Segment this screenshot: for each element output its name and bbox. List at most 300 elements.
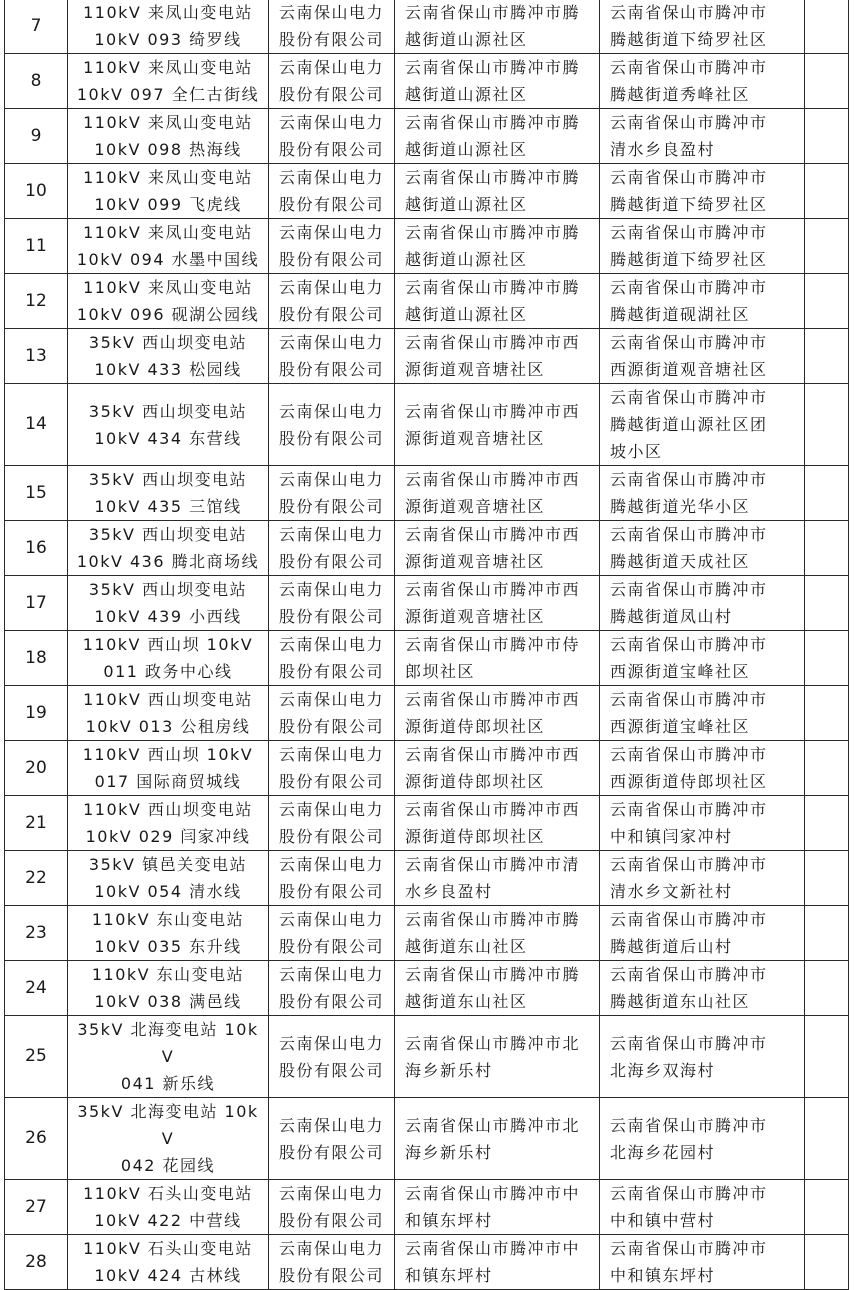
cell-text-line: 云南保山电力 xyxy=(279,910,385,929)
table-body xyxy=(5,0,849,1290)
company-cell xyxy=(269,219,395,274)
cell-text-line: 腾越街道下绮罗社区 xyxy=(610,195,768,214)
cell-text-line: 云南省保山市腾冲市西 xyxy=(405,470,581,489)
table-row xyxy=(5,521,849,576)
cell-text-line: 110kV 西山坝 10kV xyxy=(82,635,254,654)
line-name-cell xyxy=(68,851,269,906)
cell-text-line: 10kV 096 砚湖公园线 xyxy=(76,305,260,324)
cell-text-line: 35kV 镇邑关变电站 xyxy=(88,855,248,874)
row-number-cell: 26 xyxy=(5,1098,68,1180)
cell-text-line: 10kV 093 绮罗线 xyxy=(94,30,242,49)
cell-text-line: 017 国际商贸城线 xyxy=(94,772,242,791)
remarks-cell xyxy=(805,164,849,219)
cell-text-line: 云南保山电力 xyxy=(279,690,385,709)
table-row xyxy=(5,164,849,219)
remarks-cell xyxy=(805,1235,849,1290)
cell-text-line: 股份有限公司 xyxy=(279,992,385,1011)
cell-text-line: 云南省保山市腾冲市 xyxy=(610,910,768,929)
cell-text-line: 35kV 西山坝变电站 xyxy=(88,333,248,352)
cell-text-line: 股份有限公司 xyxy=(279,717,385,736)
row-number-cell: 17 xyxy=(5,576,68,631)
cell-text-line: 云南保山电力 xyxy=(279,635,385,654)
location-cell xyxy=(395,1098,600,1180)
cell-text-line: 云南省保山市腾冲市中 xyxy=(405,1184,581,1203)
cell-text-line: 35kV 西山坝变电站 xyxy=(88,401,248,421)
cell-text-line: 云南省保山市腾冲市 xyxy=(610,3,768,22)
table-row xyxy=(5,219,849,274)
line-name-cell xyxy=(68,466,269,521)
company-cell xyxy=(269,466,395,521)
row-number-cell: 16 xyxy=(5,521,68,576)
location-cell xyxy=(395,631,600,686)
row-number-cell: 7 xyxy=(5,0,68,54)
table-row xyxy=(5,109,849,164)
company-cell xyxy=(269,329,395,384)
cell-text-line: 云南省保山市腾冲市腾 xyxy=(405,168,581,187)
cell-text-line: 110kV 来凤山变电站 xyxy=(83,168,253,187)
cell-text-line: 云南保山电力 xyxy=(279,580,385,599)
company-cell xyxy=(269,164,395,219)
cell-text-line: 云南省保山市腾冲市 xyxy=(610,1033,768,1053)
cell-text-line: 042 花园线 xyxy=(120,1156,216,1175)
location-cell xyxy=(395,54,600,109)
cell-text-line: 云南省保山市腾冲市 xyxy=(610,113,768,132)
cell-text-line: 股份有限公司 xyxy=(279,1142,385,1162)
cell-text-line: 10kV 013 公租房线 xyxy=(85,717,251,736)
cell-text-line: 云南省保山市腾冲市腾 xyxy=(405,965,581,984)
cell-text-line: 35kV 西山坝变电站 xyxy=(88,580,248,599)
cell-text-line: 10kV 029 闫家冲线 xyxy=(85,827,251,846)
company-cell xyxy=(269,906,395,961)
power-line-table xyxy=(4,0,849,1290)
table-row xyxy=(5,576,849,631)
cell-text-line: 云南省保山市腾冲市 xyxy=(610,855,768,874)
location-cell xyxy=(395,1180,600,1235)
row-number-cell: 21 xyxy=(5,796,68,851)
row-number-cell: 24 xyxy=(5,961,68,1016)
cell-text-line: 110kV 东山变电站 xyxy=(91,910,245,929)
cell-text-line: 西源街道观音塘社区 xyxy=(610,360,768,379)
cell-text-line: 110kV 来凤山变电站 xyxy=(83,113,253,132)
cell-text-line: 10kV 099 飞虎线 xyxy=(94,195,242,214)
location-cell xyxy=(395,1016,600,1098)
table-row xyxy=(5,1180,849,1235)
cell-text-line: 041 新乐线 xyxy=(120,1074,216,1093)
cell-text-line: 股份有限公司 xyxy=(279,937,385,956)
cell-text-line: 股份有限公司 xyxy=(279,1266,385,1285)
cell-text-line: 10kV 054 清水线 xyxy=(94,882,242,901)
service-area-cell xyxy=(600,274,805,329)
table-row xyxy=(5,1235,849,1290)
remarks-cell xyxy=(805,0,849,54)
location-cell xyxy=(395,906,600,961)
remarks-cell xyxy=(805,466,849,521)
cell-text-line: 云南省保山市腾冲市 xyxy=(610,1239,768,1258)
line-name-cell xyxy=(68,631,269,686)
cell-text-line: 云南省保山市腾冲市 xyxy=(610,525,768,544)
cell-text-line: 云南保山电力 xyxy=(279,965,385,984)
table-row xyxy=(5,631,849,686)
company-cell xyxy=(269,274,395,329)
cell-text-line: 35kV 北海变电站 10kV xyxy=(77,1020,259,1066)
row-number-cell: 18 xyxy=(5,631,68,686)
cell-text-line: 郎坝社区 xyxy=(405,662,476,681)
cell-text-line: 云南省保山市腾冲市西 xyxy=(405,800,581,819)
cell-text-line: 110kV 来凤山变电站 xyxy=(83,223,253,242)
cell-text-line: 腾越街道下绮罗社区 xyxy=(610,30,768,49)
service-area-cell xyxy=(600,1016,805,1098)
company-cell xyxy=(269,576,395,631)
cell-text-line: 云南省保山市腾冲市腾 xyxy=(405,223,581,242)
cell-text-line: 10kV 098 热海线 xyxy=(94,140,242,159)
cell-text-line: 110kV 东山变电站 xyxy=(91,965,245,984)
cell-text-line: 110kV 西山坝变电站 xyxy=(83,800,253,819)
company-cell xyxy=(269,741,395,796)
cell-text-line: 和镇东坪村 xyxy=(405,1266,493,1285)
cell-text-line: 中和镇东坪村 xyxy=(610,1266,716,1285)
line-name-cell xyxy=(68,1016,269,1098)
cell-text-line: 腾越街道东山社区 xyxy=(610,992,751,1011)
cell-text-line: 股份有限公司 xyxy=(279,195,385,214)
service-area-cell xyxy=(600,851,805,906)
cell-text-line: 腾越街道山源社区团 xyxy=(610,415,768,434)
cell-text-line: 云南省保山市腾冲市西 xyxy=(405,333,581,352)
cell-text-line: 云南省保山市腾冲市 xyxy=(610,470,768,489)
service-area-cell xyxy=(600,576,805,631)
cell-text-line: 越街道山源社区 xyxy=(405,195,528,214)
location-cell xyxy=(395,219,600,274)
cell-text-line: 云南省保山市腾冲市 xyxy=(610,1184,768,1203)
cell-text-line: 云南保山电力 xyxy=(279,745,385,764)
service-area-cell xyxy=(600,686,805,741)
line-name-cell xyxy=(68,961,269,1016)
cell-text-line: 源街道观音塘社区 xyxy=(405,607,546,626)
cell-text-line: 越街道山源社区 xyxy=(405,85,528,104)
cell-text-line: 云南省保山市腾冲市腾 xyxy=(405,58,581,77)
cell-text-line: 股份有限公司 xyxy=(279,607,385,626)
cell-text-line: 西源街道侍郎坝社区 xyxy=(610,772,768,791)
location-cell xyxy=(395,164,600,219)
cell-text-line: 腾越街道后山村 xyxy=(610,937,733,956)
service-area-cell xyxy=(600,164,805,219)
cell-text-line: 海乡新乐村 xyxy=(405,1060,493,1080)
cell-text-line: 股份有限公司 xyxy=(279,85,385,104)
cell-text-line: 股份有限公司 xyxy=(279,497,385,516)
location-cell xyxy=(395,576,600,631)
row-number-cell: 12 xyxy=(5,274,68,329)
remarks-cell xyxy=(805,1098,849,1180)
cell-text-line: 清水乡良盈村 xyxy=(610,140,716,159)
cell-text-line: 越街道山源社区 xyxy=(405,305,528,324)
cell-text-line: 云南省保山市腾冲市 xyxy=(610,333,768,352)
cell-text-line: 云南省保山市腾冲市腾 xyxy=(405,910,581,929)
location-cell xyxy=(395,0,600,54)
cell-text-line: 云南省保山市腾冲市腾 xyxy=(405,3,581,22)
cell-text-line: 股份有限公司 xyxy=(279,882,385,901)
cell-text-line: 股份有限公司 xyxy=(279,772,385,791)
cell-text-line: 云南省保山市腾冲市清 xyxy=(405,855,581,874)
location-cell xyxy=(395,961,600,1016)
cell-text-line: 110kV 石头山变电站 xyxy=(83,1239,253,1258)
line-name-cell xyxy=(68,741,269,796)
company-cell xyxy=(269,54,395,109)
line-name-cell xyxy=(68,686,269,741)
cell-text-line: 10kV 038 满邑线 xyxy=(94,992,242,1011)
table-row xyxy=(5,384,849,466)
cell-text-line: 水乡良盈村 xyxy=(405,882,493,901)
cell-text-line: 股份有限公司 xyxy=(279,827,385,846)
cell-text-line: 云南省保山市腾冲市 xyxy=(610,580,768,599)
service-area-cell xyxy=(600,384,805,466)
cell-text-line: 云南省保山市腾冲市西 xyxy=(405,580,581,599)
service-area-cell xyxy=(600,0,805,54)
cell-text-line: 10kV 097 全仁古街线 xyxy=(76,85,260,104)
cell-text-line: 云南省保山市腾冲市北 xyxy=(405,1033,581,1053)
cell-text-line: 股份有限公司 xyxy=(279,1211,385,1230)
line-name-cell xyxy=(68,521,269,576)
location-cell xyxy=(395,384,600,466)
cell-text-line: 10kV 433 松园线 xyxy=(94,360,242,379)
cell-text-line: 西源街道宝峰社区 xyxy=(610,662,751,681)
company-cell xyxy=(269,796,395,851)
line-name-cell xyxy=(68,274,269,329)
cell-text-line: 腾越街道砚湖社区 xyxy=(610,305,751,324)
remarks-cell xyxy=(805,109,849,164)
row-number-cell: 25 xyxy=(5,1016,68,1098)
service-area-cell xyxy=(600,329,805,384)
cell-text-line: 腾越街道下绮罗社区 xyxy=(610,250,768,269)
cell-text-line: 源街道观音塘社区 xyxy=(405,497,546,516)
cell-text-line: 股份有限公司 xyxy=(279,360,385,379)
cell-text-line: 110kV 西山坝变电站 xyxy=(83,690,253,709)
cell-text-line: 股份有限公司 xyxy=(279,305,385,324)
table-row xyxy=(5,686,849,741)
cell-text-line: 10kV 422 中营线 xyxy=(94,1211,242,1230)
cell-text-line: 股份有限公司 xyxy=(279,552,385,571)
company-cell xyxy=(269,1180,395,1235)
remarks-cell xyxy=(805,54,849,109)
cell-text-line: 011 政务中心线 xyxy=(103,662,233,681)
location-cell xyxy=(395,466,600,521)
cell-text-line: 35kV 北海变电站 10kV xyxy=(77,1102,259,1148)
row-number-cell: 8 xyxy=(5,54,68,109)
table-row xyxy=(5,54,849,109)
cell-text-line: 云南保山电力 xyxy=(279,1239,385,1258)
cell-text-line: 清水乡文新社村 xyxy=(610,882,733,901)
line-name-cell xyxy=(68,796,269,851)
line-name-cell xyxy=(68,384,269,466)
cell-text-line: 云南保山电力 xyxy=(279,1184,385,1203)
cell-text-line: 10kV 434 东营线 xyxy=(94,428,242,448)
table-row xyxy=(5,329,849,384)
cell-text-line: 腾越街道凤山村 xyxy=(610,607,733,626)
row-number-cell: 13 xyxy=(5,329,68,384)
line-name-cell xyxy=(68,1180,269,1235)
line-name-cell xyxy=(68,576,269,631)
cell-text-line: 西源街道宝峰社区 xyxy=(610,717,751,736)
line-name-cell xyxy=(68,109,269,164)
service-area-cell xyxy=(600,1235,805,1290)
cell-text-line: 35kV 西山坝变电站 xyxy=(88,470,248,489)
cell-text-line: 坡小区 xyxy=(610,442,663,461)
cell-text-line: 10kV 094 水墨中国线 xyxy=(76,250,260,269)
cell-text-line: 云南保山电力 xyxy=(279,223,385,242)
cell-text-line: 源街道观音塘社区 xyxy=(405,360,546,379)
remarks-cell xyxy=(805,851,849,906)
cell-text-line: 云南省保山市腾冲市侍 xyxy=(405,635,581,654)
service-area-cell xyxy=(600,631,805,686)
line-name-cell xyxy=(68,54,269,109)
cell-text-line: 腾越街道天成社区 xyxy=(610,552,751,571)
remarks-cell xyxy=(805,686,849,741)
cell-text-line: 云南省保山市腾冲市中 xyxy=(405,1239,581,1258)
location-cell xyxy=(395,796,600,851)
location-cell xyxy=(395,329,600,384)
service-area-cell xyxy=(600,1180,805,1235)
location-cell xyxy=(395,274,600,329)
cell-text-line: 云南保山电力 xyxy=(279,525,385,544)
line-name-cell xyxy=(68,0,269,54)
row-number-cell: 14 xyxy=(5,384,68,466)
row-number-cell: 22 xyxy=(5,851,68,906)
cell-text-line: 云南省保山市腾冲市 xyxy=(610,1115,768,1135)
row-number-cell: 15 xyxy=(5,466,68,521)
row-number-cell: 19 xyxy=(5,686,68,741)
cell-text-line: 股份有限公司 xyxy=(279,662,385,681)
cell-text-line: 云南保山电力 xyxy=(279,3,385,22)
location-cell xyxy=(395,1235,600,1290)
service-area-cell xyxy=(600,796,805,851)
row-number-cell: 23 xyxy=(5,906,68,961)
cell-text-line: 云南保山电力 xyxy=(279,113,385,132)
service-area-cell xyxy=(600,521,805,576)
cell-text-line: 云南省保山市腾冲市西 xyxy=(405,745,581,764)
line-name-cell xyxy=(68,329,269,384)
row-number-cell: 27 xyxy=(5,1180,68,1235)
cell-text-line: 越街道山源社区 xyxy=(405,30,528,49)
remarks-cell xyxy=(805,521,849,576)
cell-text-line: 股份有限公司 xyxy=(279,428,385,448)
cell-text-line: 云南省保山市腾冲市西 xyxy=(405,401,581,421)
cell-text-line: 云南省保山市腾冲市 xyxy=(610,690,768,709)
company-cell xyxy=(269,1098,395,1180)
service-area-cell xyxy=(600,741,805,796)
cell-text-line: 云南省保山市腾冲市腾 xyxy=(405,113,581,132)
row-number-cell: 9 xyxy=(5,109,68,164)
cell-text-line: 云南省保山市腾冲市 xyxy=(610,635,768,654)
company-cell xyxy=(269,686,395,741)
location-cell xyxy=(395,109,600,164)
row-number-cell: 28 xyxy=(5,1235,68,1290)
location-cell xyxy=(395,741,600,796)
company-cell xyxy=(269,851,395,906)
cell-text-line: 10kV 439 小西线 xyxy=(94,607,242,626)
cell-text-line: 云南保山电力 xyxy=(279,855,385,874)
remarks-cell xyxy=(805,906,849,961)
cell-text-line: 云南保山电力 xyxy=(279,333,385,352)
remarks-cell xyxy=(805,1180,849,1235)
company-cell xyxy=(269,0,395,54)
cell-text-line: 北海乡花园村 xyxy=(610,1142,716,1162)
cell-text-line: 源街道侍郎坝社区 xyxy=(405,717,546,736)
company-cell xyxy=(269,961,395,1016)
remarks-cell xyxy=(805,961,849,1016)
cell-text-line: 35kV 西山坝变电站 xyxy=(88,525,248,544)
location-cell xyxy=(395,686,600,741)
cell-text-line: 云南省保山市腾冲市 xyxy=(610,800,768,819)
line-name-cell xyxy=(68,164,269,219)
row-number-cell: 11 xyxy=(5,219,68,274)
cell-text-line: 云南保山电力 xyxy=(279,470,385,489)
cell-text-line: 股份有限公司 xyxy=(279,140,385,159)
row-number-cell: 20 xyxy=(5,741,68,796)
remarks-cell xyxy=(805,274,849,329)
cell-text-line: 云南省保山市腾冲市 xyxy=(610,168,768,187)
company-cell xyxy=(269,1016,395,1098)
cell-text-line: 云南省保山市腾冲市 xyxy=(610,965,768,984)
cell-text-line: 源街道侍郎坝社区 xyxy=(405,772,546,791)
table-row xyxy=(5,906,849,961)
service-area-cell xyxy=(600,906,805,961)
location-cell xyxy=(395,851,600,906)
table-row xyxy=(5,851,849,906)
cell-text-line: 源街道观音塘社区 xyxy=(405,428,546,448)
cell-text-line: 110kV 石头山变电站 xyxy=(83,1184,253,1203)
table-row xyxy=(5,0,849,54)
remarks-cell xyxy=(805,576,849,631)
remarks-cell xyxy=(805,1016,849,1098)
line-name-cell xyxy=(68,1235,269,1290)
table-row xyxy=(5,741,849,796)
remarks-cell xyxy=(805,384,849,466)
cell-text-line: 海乡新乐村 xyxy=(405,1142,493,1162)
cell-text-line: 云南保山电力 xyxy=(279,278,385,297)
service-area-cell xyxy=(600,961,805,1016)
cell-text-line: 110kV 来凤山变电站 xyxy=(83,3,253,22)
line-name-cell xyxy=(68,219,269,274)
company-cell xyxy=(269,631,395,686)
cell-text-line: 云南省保山市腾冲市 xyxy=(610,223,768,242)
service-area-cell xyxy=(600,109,805,164)
remarks-cell xyxy=(805,796,849,851)
table-row xyxy=(5,961,849,1016)
remarks-cell xyxy=(805,329,849,384)
cell-text-line: 北海乡双海村 xyxy=(610,1060,716,1080)
table-row xyxy=(5,274,849,329)
cell-text-line: 110kV 西山坝 10kV xyxy=(82,745,254,764)
company-cell xyxy=(269,1235,395,1290)
cell-text-line: 股份有限公司 xyxy=(279,250,385,269)
cell-text-line: 云南省保山市腾冲市西 xyxy=(405,525,581,544)
service-area-cell xyxy=(600,54,805,109)
remarks-cell xyxy=(805,631,849,686)
cell-text-line: 云南保山电力 xyxy=(279,1033,385,1053)
cell-text-line: 110kV 来凤山变电站 xyxy=(83,58,253,77)
cell-text-line: 中和镇中营村 xyxy=(610,1211,716,1230)
table-row xyxy=(5,796,849,851)
cell-text-line: 10kV 436 腾北商场线 xyxy=(76,552,260,571)
cell-text-line: 股份有限公司 xyxy=(279,30,385,49)
row-number-cell: 10 xyxy=(5,164,68,219)
cell-text-line: 越街道东山社区 xyxy=(405,992,528,1011)
cell-text-line: 越街道山源社区 xyxy=(405,140,528,159)
cell-text-line: 云南保山电力 xyxy=(279,401,385,421)
cell-text-line: 云南省保山市腾冲市 xyxy=(610,58,768,77)
cell-text-line: 云南省保山市腾冲市 xyxy=(610,278,768,297)
service-area-cell xyxy=(600,219,805,274)
cell-text-line: 10kV 035 东升线 xyxy=(94,937,242,956)
table-row xyxy=(5,466,849,521)
